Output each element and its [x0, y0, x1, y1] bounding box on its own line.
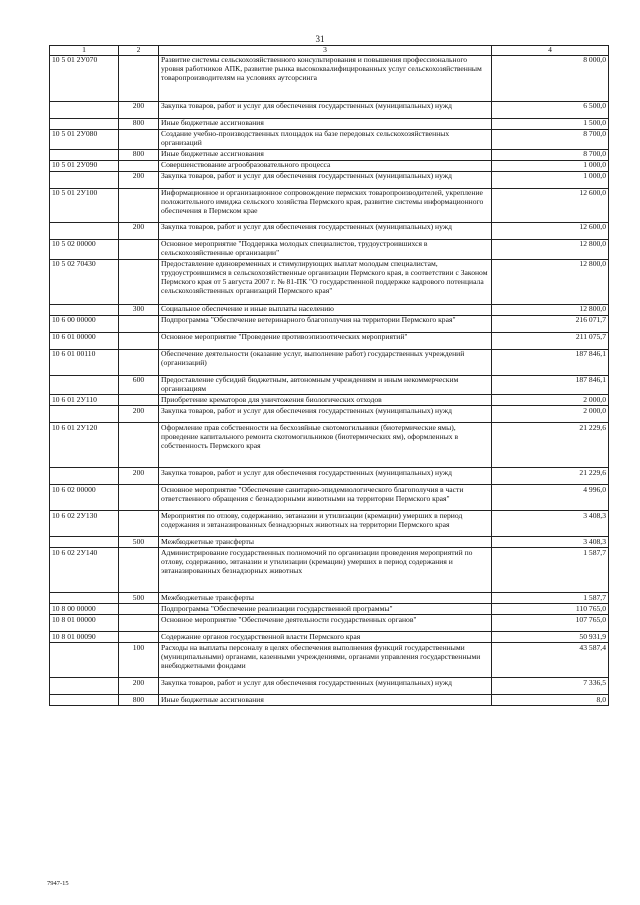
expense-type-cell — [119, 548, 159, 593]
budget-code-cell — [50, 304, 119, 315]
expense-type-cell — [119, 160, 159, 171]
description-cell: Подпрограмма "Обеспечение ветеринарного благополучия на территории Пермского края" — [159, 315, 492, 332]
amount-cell: 2 000,0 — [492, 395, 609, 406]
amount-cell: 1 587,7 — [492, 548, 609, 593]
amount-cell: 12 800,0 — [492, 304, 609, 315]
amount-cell: 4 996,0 — [492, 485, 609, 511]
budget-code-cell — [50, 101, 119, 118]
expense-type-cell: 200 — [119, 406, 159, 423]
amount-cell: 7 336,5 — [492, 678, 609, 695]
expense-type-cell — [119, 615, 159, 632]
expense-type-cell: 200 — [119, 171, 159, 188]
document-footer-code: 7947-15 — [47, 880, 69, 887]
expense-type-cell — [119, 55, 159, 101]
description-cell: Информационное и организационное сопровождение пермских товаропроизводителей, укрепление положительного имиджа сельского хозяйства Пермского края, развитие системы информационного обеспечения в Пермском крае — [159, 188, 492, 222]
amount-cell: 3 408,3 — [492, 537, 609, 548]
budget-table — [49, 45, 609, 706]
budget-code-cell: 10 5 02 00000 — [50, 239, 119, 259]
table-row — [50, 149, 609, 160]
table-row — [50, 101, 609, 118]
table-row — [50, 615, 609, 632]
budget-code-cell: 10 6 02 2У140 — [50, 548, 119, 593]
table-row — [50, 406, 609, 423]
amount-cell: 187 846,1 — [492, 375, 609, 395]
amount-cell: 2 000,0 — [492, 406, 609, 423]
description-cell: Социальное обеспечение и иные выплаты населению — [159, 304, 492, 315]
amount-cell: 1 500,0 — [492, 118, 609, 129]
budget-code-cell: 10 6 02 2У130 — [50, 511, 119, 537]
budget-code-cell: 10 8 00 00000 — [50, 604, 119, 615]
table-row — [50, 511, 609, 537]
column-header: 1 — [50, 46, 119, 56]
description-cell: Межбюджетные трансферты — [159, 537, 492, 548]
description-cell: Закупка товаров, работ и услуг для обеспечения государственных (муниципальных) нужд — [159, 406, 492, 423]
budget-code-cell: 10 5 01 2У090 — [50, 160, 119, 171]
amount-cell: 12 800,0 — [492, 239, 609, 259]
table-row — [50, 349, 609, 375]
amount-cell: 1 000,0 — [492, 160, 609, 171]
budget-code-cell: 10 8 01 00090 — [50, 632, 119, 643]
table-header-row — [50, 46, 609, 56]
amount-cell: 3 408,3 — [492, 511, 609, 537]
table-row — [50, 604, 609, 615]
column-header: 2 — [119, 46, 159, 56]
expense-type-cell: 600 — [119, 375, 159, 395]
expense-type-cell: 100 — [119, 643, 159, 678]
table-row — [50, 537, 609, 548]
table-row — [50, 55, 609, 101]
table-row — [50, 485, 609, 511]
expense-type-cell — [119, 315, 159, 332]
description-cell: Иные бюджетные ассигнования — [159, 118, 492, 129]
table-row — [50, 632, 609, 643]
description-cell: Основное мероприятие "Поддержка молодых специалистов, трудоустроившихся в сельскохозяйственные организации" — [159, 239, 492, 259]
description-cell: Иные бюджетные ассигнования — [159, 695, 492, 706]
table-row — [50, 259, 609, 304]
table-row — [50, 468, 609, 485]
expense-type-cell — [119, 332, 159, 349]
description-cell: Мероприятия по отлову, содержанию, эвтаназии и утилизации (кремации) умерших в период содержания и эвтаназированных безнадзорных животных на территории Пермского края — [159, 511, 492, 537]
table-row — [50, 171, 609, 188]
budget-code-cell — [50, 678, 119, 695]
expense-type-cell — [119, 188, 159, 222]
amount-cell: 110 765,0 — [492, 604, 609, 615]
expense-type-cell: 300 — [119, 304, 159, 315]
description-cell: Межбюджетные трансферты — [159, 593, 492, 604]
budget-code-cell: 10 6 02 00000 — [50, 485, 119, 511]
amount-cell: 187 846,1 — [492, 349, 609, 375]
table-row — [50, 222, 609, 239]
budget-code-cell — [50, 118, 119, 129]
budget-code-cell — [50, 537, 119, 548]
description-cell: Развитие системы сельскохозяйственного консультирования и повышения профессионального уровня работников АПК, развитие рынка высококвалифицированных услуг сельскохозяйственным товаропроизводителям на условиях аутсорсинга — [159, 55, 492, 101]
description-cell: Закупка товаров, работ и услуг для обеспечения государственных (муниципальных) нужд — [159, 101, 492, 118]
expense-type-cell: 200 — [119, 222, 159, 239]
expense-type-cell — [119, 423, 159, 468]
expense-type-cell — [119, 349, 159, 375]
description-cell: Расходы на выплаты персоналу в целях обеспечения выполнения функций государственными (муниципальными) органами, казенными учреждениями, органами управления государственными внебюджетными фондами — [159, 643, 492, 678]
budget-code-cell: 10 6 01 00000 — [50, 332, 119, 349]
description-cell: Закупка товаров, работ и услуг для обеспечения государственных (муниципальных) нужд — [159, 468, 492, 485]
table-row — [50, 695, 609, 706]
expense-type-cell — [119, 239, 159, 259]
amount-cell: 211 075,7 — [492, 332, 609, 349]
table-row — [50, 593, 609, 604]
table-row — [50, 118, 609, 129]
description-cell: Содержание органов государственной власти Пермского края — [159, 632, 492, 643]
budget-code-cell: 10 5 01 2У070 — [50, 55, 119, 101]
amount-cell: 50 931,9 — [492, 632, 609, 643]
description-cell: Обеспечение деятельности (оказание услуг, выполнение работ) государственных учреждений (организаций) — [159, 349, 492, 375]
table-row — [50, 315, 609, 332]
table-row — [50, 548, 609, 593]
expense-type-cell — [119, 511, 159, 537]
table-row — [50, 332, 609, 349]
amount-cell: 8 000,0 — [492, 55, 609, 101]
budget-code-cell: 10 8 01 00000 — [50, 615, 119, 632]
expense-type-cell — [119, 129, 159, 149]
budget-code-cell — [50, 222, 119, 239]
column-header: 3 — [159, 46, 492, 56]
table-row — [50, 129, 609, 149]
amount-cell: 8,0 — [492, 695, 609, 706]
budget-code-cell — [50, 406, 119, 423]
expense-type-cell: 800 — [119, 149, 159, 160]
table-row — [50, 375, 609, 395]
description-cell: Основное мероприятие "Обеспечение санитарно-эпидемиологического благополучия в части ответственного обращения с безнадзорными животными на территории Пермского края" — [159, 485, 492, 511]
expense-type-cell — [119, 259, 159, 304]
expense-type-cell: 200 — [119, 101, 159, 118]
table-row — [50, 643, 609, 678]
expense-type-cell: 200 — [119, 468, 159, 485]
description-cell: Подпрограмма "Обеспечение реализации государственной программы" — [159, 604, 492, 615]
table-row — [50, 239, 609, 259]
budget-code-cell — [50, 643, 119, 678]
amount-cell: 12 600,0 — [492, 188, 609, 222]
amount-cell: 12 600,0 — [492, 222, 609, 239]
expense-type-cell: 800 — [119, 118, 159, 129]
table-row — [50, 678, 609, 695]
page-number: 31 — [315, 34, 325, 44]
table-row — [50, 160, 609, 171]
amount-cell: 12 800,0 — [492, 259, 609, 304]
expense-type-cell: 800 — [119, 695, 159, 706]
budget-code-cell: 10 6 01 2У110 — [50, 395, 119, 406]
amount-cell: 43 587,4 — [492, 643, 609, 678]
amount-cell: 8 700,0 — [492, 129, 609, 149]
description-cell: Создание учебно-производственных площадок на базе передовых сельскохозяйственных организаций — [159, 129, 492, 149]
description-cell: Закупка товаров, работ и услуг для обеспечения государственных (муниципальных) нужд — [159, 171, 492, 188]
budget-code-cell — [50, 468, 119, 485]
amount-cell: 1 000,0 — [492, 171, 609, 188]
description-cell: Приобретение крематоров для уничтожения биологических отходов — [159, 395, 492, 406]
description-cell: Администрирование государственных полномочий по организации проведения мероприятий по отлову, содержанию, эвтаназии и утилизации (кремации) умерших в период содержания и эвтаназированных безнадзорных животных — [159, 548, 492, 593]
amount-cell: 6 500,0 — [492, 101, 609, 118]
description-cell: Закупка товаров, работ и услуг для обеспечения государственных (муниципальных) нужд — [159, 678, 492, 695]
budget-code-cell: 10 6 01 2У120 — [50, 423, 119, 468]
budget-code-cell: 10 5 01 2У080 — [50, 129, 119, 149]
budget-code-cell — [50, 171, 119, 188]
column-header: 4 — [492, 46, 609, 56]
budget-code-cell: 10 5 02 70430 — [50, 259, 119, 304]
budget-code-cell: 10 5 01 2У100 — [50, 188, 119, 222]
description-cell: Закупка товаров, работ и услуг для обеспечения государственных (муниципальных) нужд — [159, 222, 492, 239]
description-cell: Иные бюджетные ассигнования — [159, 149, 492, 160]
table-row — [50, 188, 609, 222]
budget-code-cell: 10 6 01 00110 — [50, 349, 119, 375]
table-row — [50, 395, 609, 406]
amount-cell: 107 765,0 — [492, 615, 609, 632]
expense-type-cell: 500 — [119, 593, 159, 604]
expense-type-cell — [119, 485, 159, 511]
description-cell: Предоставление единовременных и стимулирующих выплат молодым специалистам, трудоустроившимся в сельскохозяйственные организации Пермского края, в соответствии с Законом Пермского края от 5 августа 2007 г. № 81-ПК "О государственной поддержке кадрового потенциала сельскохозяйственных организаций Пермского края" — [159, 259, 492, 304]
description-cell: Основное мероприятие "Проведение противоэпизоотических мероприятий" — [159, 332, 492, 349]
amount-cell: 8 700,0 — [492, 149, 609, 160]
description-cell: Оформление прав собственности на бесхозяйные скотомогильники (биотермические ямы), проведение капитального ремонта скотомогильников (биотермических ям), оформленных в собственность Пермского края — [159, 423, 492, 468]
expense-type-cell — [119, 632, 159, 643]
table-row — [50, 423, 609, 468]
description-cell: Предоставление субсидий бюджетным, автономным учреждениям и иным некоммерческим организациям — [159, 375, 492, 395]
expense-type-cell — [119, 395, 159, 406]
expense-type-cell: 500 — [119, 537, 159, 548]
table-row — [50, 304, 609, 315]
expense-type-cell — [119, 604, 159, 615]
description-cell: Основное мероприятие "Обеспечение деятельности государственных органов" — [159, 615, 492, 632]
amount-cell: 216 071,7 — [492, 315, 609, 332]
budget-code-cell — [50, 149, 119, 160]
amount-cell: 21 229,6 — [492, 423, 609, 468]
budget-code-cell: 10 6 00 00000 — [50, 315, 119, 332]
budget-code-cell — [50, 593, 119, 604]
budget-code-cell — [50, 375, 119, 395]
expense-type-cell: 200 — [119, 678, 159, 695]
amount-cell: 1 587,7 — [492, 593, 609, 604]
description-cell: Совершенствование агрообразовательного процесса — [159, 160, 492, 171]
amount-cell: 21 229,6 — [492, 468, 609, 485]
budget-code-cell — [50, 695, 119, 706]
